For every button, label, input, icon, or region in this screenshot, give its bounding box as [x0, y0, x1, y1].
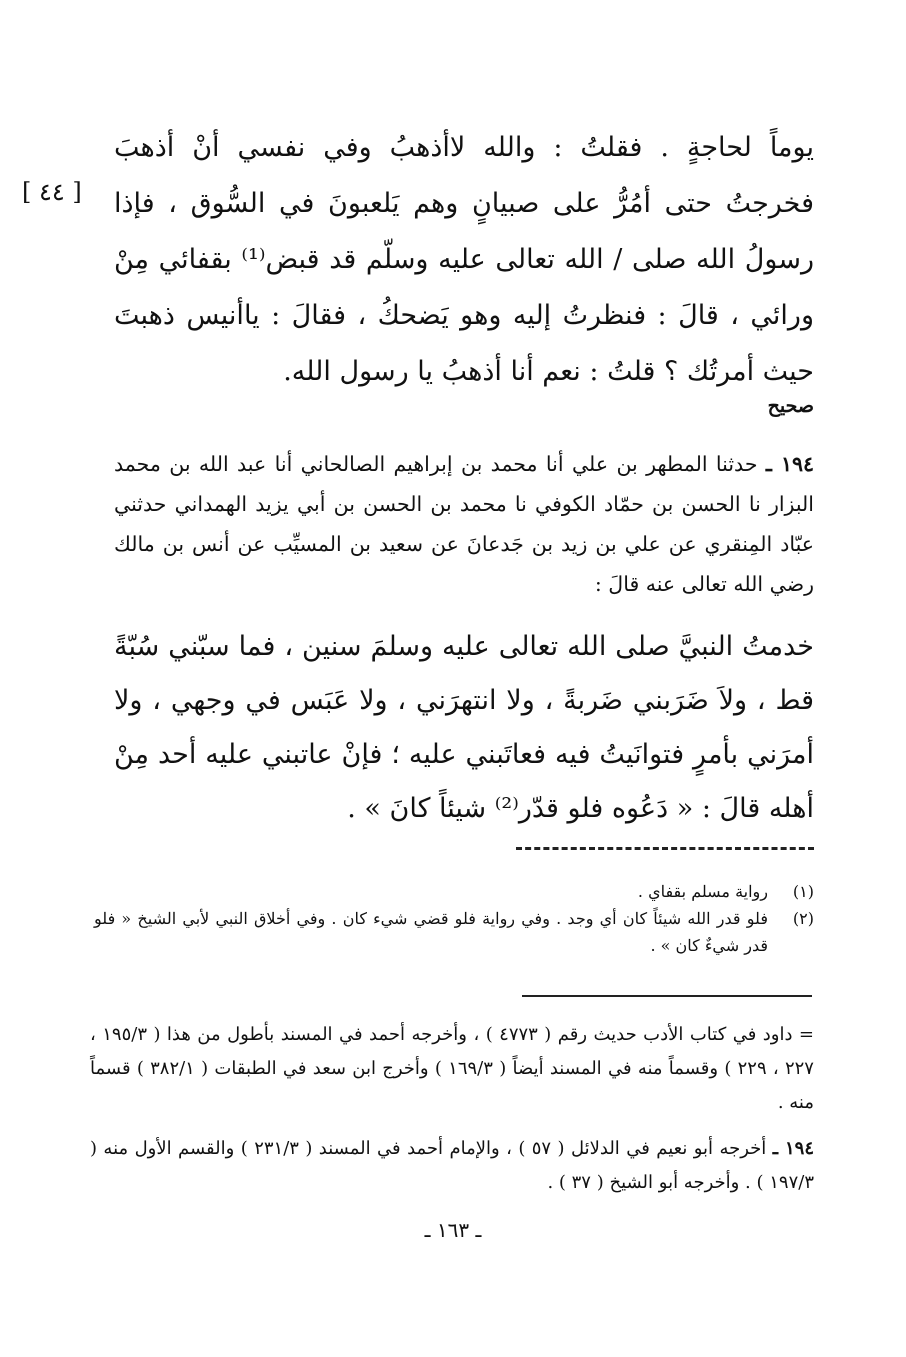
takhrij-text: أخرجه أبو نعيم في الدلائل ( ٥٧ ) ، والإمام أحمد في المسند ( ٢٣١/٣ ) والقسم الأول منه ( ١٩٧/٣ ) . وأخرجه أبو الشيخ ( ٣٧ ) .: [90, 1138, 814, 1193]
footnote-text: رواية مسلم بقفاي .: [637, 882, 768, 901]
hadith-isnad: [114, 444, 814, 604]
footnote-item: [94, 905, 814, 959]
footnote-item: [94, 878, 814, 905]
isnad-text: حدثنا المطهر بن علي أنا محمد بن إبراهيم الصالحاني أنا عبد الله بن محمد البزار نا الحسن بن حمّاد الكوفي نا محمد بن الحسن بن أبي يزيد الهمداني حدثني عبّاد المِنقري عن علي بن زيد بن جَدعانَ عن سعيد بن المسيِّب عن أنس بن مالك رضي الله تعالى عنه قالَ :: [114, 452, 814, 596]
footnote-number: (١): [792, 882, 814, 901]
margin-page-reference: [ ٤٤ ]: [22, 178, 82, 206]
takhrij-separator: [522, 995, 812, 997]
page-number: ـ ١٦٣ ـ: [424, 1218, 482, 1242]
footnote-separator: [516, 847, 814, 850]
hadith-grade: صحيح: [767, 395, 814, 417]
footnote-text: فلو قدر الله شيئاً كان أي وجد . وفي رواية فلو قضي شيء كان . وفي أخلاق النبي لأبي الشيخ « فلو قدر شيءٌ كان » .: [94, 909, 768, 955]
footnotes: [94, 878, 814, 959]
hadith-matn: خدمتُ النبيَّ صلى الله تعالى عليه وسلمَ سنين ، فما سبّني سُبّةً قط ، ولاَ ضَرَبني ضَربةً ، ولا انتهرَني ، ولا عَبَس في وجهي ، ولا أمرَني بأمرٍ فتوانَيتُ فيه فعاتَبني عليه ؛ فإنْ عاتبني عليه أحد مِنْ أهله قالَ : « دَعُوه فلو قدّر⁽²⁾ شيئاً كانَ » .: [114, 631, 814, 824]
footnote-number: (٢): [792, 909, 814, 928]
main-paragraph: يوماً لحاجةٍ . فقلتُ : والله لاأذهبُ وفي نفسي أنْ أذهبَ فخرجتُ حتى أمُرُّ على صبيانٍ وهم يَلعبونَ في السُّوق ، فإذا رسولُ الله صلى / الله تعالى عليه وسلّم قد قبض⁽¹⁾ بقفائي مِنْ ورائي ، قالَ : فنظرتُ إليه وهو يَضحكُ ، فقالَ : ياأنيس ذهبتَ حيث أمرتُك ؟ قلتُ : نعم أنا أذهبُ يا رسول الله.: [114, 132, 814, 387]
takhrij-continued: = داود في كتاب الأدب حديث رقم ( ٤٧٧٣ ) ، وأخرجه أحمد في المسند بأطول من هذا ( ١٩٥/٣ ، ٢٢٧ ، ٢٢٩ ) وقسماً منه في المسند أيضاً ( ١٦٩/٣ ) وأخرج ابن سعد في الطبقات ( ٣٨٢/١ ) قسماً منه .: [90, 1024, 815, 1113]
hadith-number: ١٩٤ ـ: [765, 452, 814, 476]
takhrij-number: ١٩٤ ـ: [772, 1138, 814, 1159]
takhrij-note: [90, 1132, 814, 1200]
